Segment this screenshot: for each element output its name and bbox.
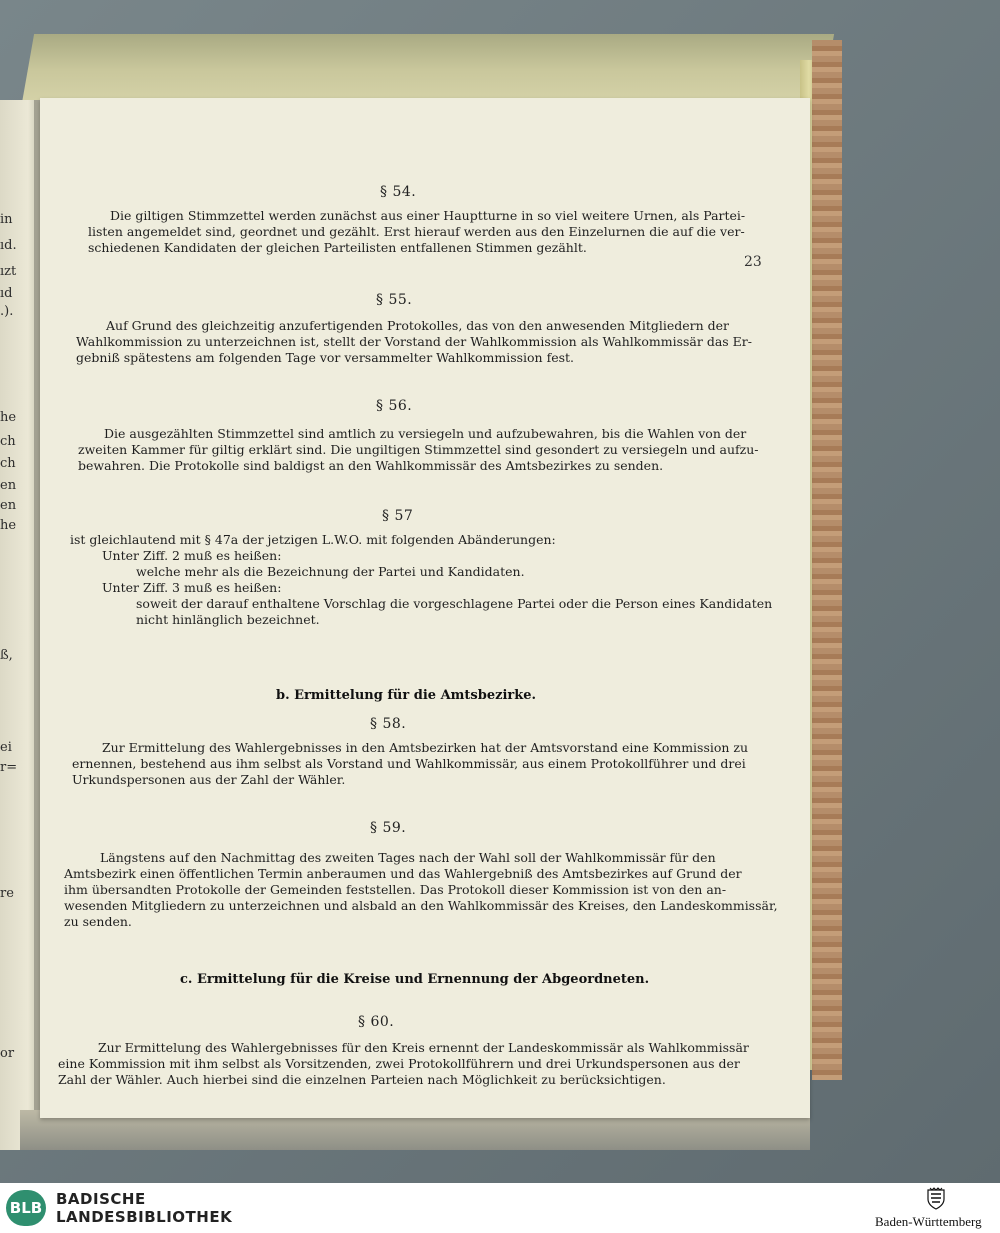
section-55-text <box>76 318 752 366</box>
text-line: Die ausgezählten Stimmzettel sind amtlich zu versiegeln und aufzubewahren, bis die Wahlen von der <box>104 426 747 441</box>
book-cover-spine <box>812 40 842 1080</box>
left-page-fragment: ıd. <box>0 238 17 253</box>
left-page-fragment: ei <box>0 740 12 755</box>
left-page-fragment: en <box>0 478 17 493</box>
section-heading-58: § 58. <box>370 716 407 732</box>
library-name-line2: LANDESBIBLIOTHEK <box>56 1208 233 1226</box>
library-name[interactable] <box>56 1190 232 1226</box>
text-line: Wahlkommission zu unterzeichnen ist, stellt der Vorstand der Wahlkommission als Wahlkommissär das Er- <box>76 334 753 349</box>
left-page-fragment: .). <box>0 304 14 319</box>
text-line: ist gleichlautend mit § 47a der jetzigen L.W.O. mit folgenden Abänderungen: <box>70 532 556 547</box>
left-page-fragment: ıd <box>0 286 13 301</box>
left-page-fragment: in <box>0 212 13 227</box>
left-page-fragment: ch <box>0 456 16 471</box>
text-line: Auf Grund des gleichzeitig anzufertigenden Protokolles, das von den anwesenden Mitgliedern der <box>106 318 730 333</box>
text-line: Amtsbezirk einen öffentlichen Termin anberaumen und das Wahlergebniß des Amtsbezirkes auf Grund der <box>64 866 742 881</box>
library-name-line1: BADISCHE <box>56 1190 146 1208</box>
right-page <box>40 98 810 1118</box>
state-label: Baden-Württemberg <box>875 1214 982 1229</box>
text-line: Zahl der Wähler. Auch hierbei sind die einzelnen Parteien nach Möglichkeit zu berücksichtigen. <box>58 1072 666 1087</box>
section-heading-54: § 54. <box>380 184 417 200</box>
coat-of-arms-icon <box>925 1186 947 1210</box>
left-page-fragment: he <box>0 518 17 533</box>
text-line: schiedenen Kandidaten der gleichen Parteilisten entfallenen Stimmen gezählt. <box>88 240 587 255</box>
section-60-text <box>58 1040 749 1088</box>
left-page-fragment: ızt <box>0 264 17 279</box>
text-line: welche mehr als die Bezeichnung der Partei und Kandidaten. <box>136 564 525 579</box>
section-heading-60: § 60. <box>358 1014 395 1030</box>
left-page-fragment: en <box>0 498 17 513</box>
left-page-fragment: ß, <box>0 648 13 663</box>
text-line: zu senden. <box>64 914 132 929</box>
section-heading-55: § 55. <box>376 292 413 308</box>
subheading-amtsbezirke: b. Ermittelung für die Amtsbezirke. <box>276 688 537 703</box>
text-line: Die giltigen Stimmzettel werden zunächst aus einer Hauptturne in so viel weitere Urnen, als Partei- <box>110 208 746 223</box>
text-line: Unter Ziff. 2 muß es heißen: <box>102 548 282 563</box>
left-page-fragment: r= <box>0 760 18 775</box>
text-line: bewahren. Die Protokolle sind baldigst an den Wahlkommissär des Amtsbezirkes zu senden. <box>78 458 664 473</box>
text-line: wesenden Mitgliedern zu unterzeichnen und alsbald an den Wahlkommissär des Kreises, den Landeskommissär, <box>64 898 778 913</box>
left-page-fragment: or <box>0 1046 15 1061</box>
text-line: Längstens auf den Nachmittag des zweiten Tages nach der Wahl soll der Wahlkommissär für den <box>100 850 716 865</box>
section-heading-59: § 59. <box>370 820 407 836</box>
text-line: zweiten Kammer für giltig erklärt sind. Die ungiltigen Stimmzettel sind gesondert zu versiegeln und aufzu- <box>78 442 759 457</box>
page-number: 23 <box>744 254 762 270</box>
text-line: eine Kommission mit ihm selbst als Vorsitzenden, zwei Protokollführern und drei Urkundspersonen aus der <box>58 1056 740 1071</box>
left-page-fragment: ch <box>0 434 16 449</box>
text-line: gebniß spätestens am folgenden Tage vor versammelter Wahlkommission fest. <box>76 350 575 365</box>
text-line: soweit der darauf enthaltene Vorschlag die vorgeschlagene Partei oder die Person eines Kandidaten <box>136 596 773 611</box>
left-page-fragment: he <box>0 410 17 425</box>
text-line: ihm übersandten Protokolle der Gemeinden feststellen. Das Protokoll dieser Kommission ist von den an- <box>64 882 727 897</box>
text-line: listen angemeldet sind, geordnet und gezählt. Erst hierauf werden aus den Einzelurnen die auf die ver- <box>88 224 745 239</box>
text-line: Unter Ziff. 3 muß es heißen: <box>102 580 282 595</box>
text-line: Zur Ermittelung des Wahlergebnisses für den Kreis ernennt der Landeskommissär als Wahlkommissär <box>98 1040 749 1055</box>
section-59-text <box>64 850 778 930</box>
blb-logo-icon[interactable]: BLB <box>6 1190 46 1226</box>
section-heading-56: § 56. <box>376 398 413 414</box>
subheading-kreise: c. Ermittelung für die Kreise und Ernennung der Abgeordneten. <box>180 972 650 987</box>
text-line: ernennen, bestehend aus ihm selbst als Vorstand und Wahlkommissär, aus einem Protokollführer und drei <box>72 756 746 771</box>
text-line: nicht hinlänglich bezeichnet. <box>136 612 320 627</box>
section-57-text <box>70 532 772 628</box>
section-heading-57: § 57 <box>382 508 414 524</box>
left-page-fragment: re <box>0 886 14 901</box>
section-54-text <box>88 208 745 256</box>
section-56-text <box>78 426 759 474</box>
text-line: Urkundspersonen aus der Zahl der Wähler. <box>72 772 346 787</box>
text-line: Zur Ermittelung des Wahlergebnisses in den Amtsbezirken hat der Amtsvorstand eine Kommission zu <box>102 740 749 755</box>
section-58-text <box>72 740 748 788</box>
